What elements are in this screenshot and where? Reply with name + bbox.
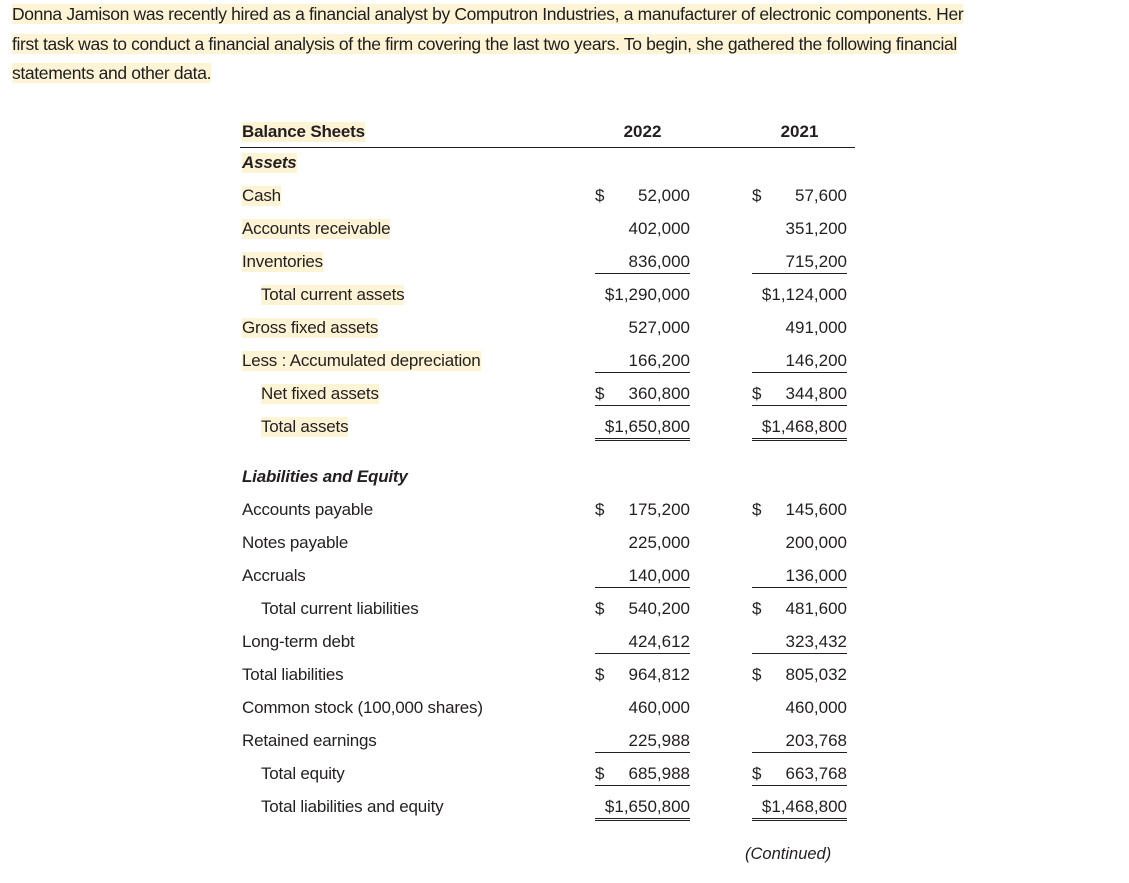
balance-sheet-table [240, 117, 860, 826]
row-label: Gross fixed assets [242, 318, 379, 337]
row-label: Total assets [261, 417, 349, 436]
value-2022: $ 52,000 [595, 186, 690, 205]
table-title: Balance Sheets [242, 122, 365, 141]
row-label: Total equity [261, 764, 345, 783]
value-2022: 460,000 [628, 698, 690, 717]
table-row [240, 661, 860, 694]
value-2022: 225,988 [595, 731, 690, 753]
row-label: Less : Accumulated depreciation [242, 351, 481, 370]
value-2022: 424,612 [595, 632, 690, 654]
value-2022: $ 175,200 [595, 500, 690, 519]
table-row [240, 347, 860, 380]
value-2022: $ 540,200 [595, 599, 690, 618]
row-label: Inventories [242, 252, 323, 271]
table-row [240, 215, 860, 248]
row-label: Accruals [242, 566, 306, 585]
table-row [240, 248, 860, 281]
column-header-2022: 2022 [623, 122, 662, 141]
table-row [240, 496, 860, 529]
value-2021: 460,000 [785, 698, 847, 717]
assets-heading-row [240, 149, 860, 182]
value-2021: $ 344,800 [752, 384, 847, 406]
intro-line-2: first task was to conduct a financial analysis of the firm covering the last two years. To begin, she gathered the following financial [12, 33, 957, 54]
row-label: Total current assets [261, 285, 405, 304]
value-2022: $1,650,800 [595, 797, 690, 821]
table-row [240, 380, 860, 413]
value-2022: 225,000 [628, 533, 690, 552]
intro-line-3: statements and other data. [12, 63, 212, 83]
value-2021: $1,468,800 [752, 797, 847, 821]
assets-heading: Assets [242, 153, 297, 172]
value-2022: 140,000 [595, 566, 690, 588]
header-rule [240, 147, 855, 148]
value-2022: 166,200 [595, 351, 690, 373]
value-2022: 836,000 [595, 252, 690, 274]
column-header-2021: 2021 [780, 122, 819, 141]
row-label: Total current liabilities [261, 599, 419, 618]
intro-line-1: Donna Jamison was recently hired as a financial analyst by Computron Industries, a manufacturer of electronic components. Her [12, 4, 964, 24]
value-2021: $ 663,768 [752, 764, 847, 786]
value-2022: $ 685,988 [595, 764, 690, 786]
value-2022: $ 360,800 [595, 384, 690, 406]
value-2022: 402,000 [628, 219, 690, 238]
value-2021: $ 805,032 [752, 665, 847, 684]
row-label: Accounts receivable [242, 219, 391, 238]
value-2021: 136,000 [752, 566, 847, 588]
table-row [240, 595, 860, 628]
table-row [240, 628, 860, 661]
liabilities-heading-row [240, 463, 860, 496]
table-header-row [240, 117, 860, 149]
intro-paragraph [12, 0, 1092, 89]
table-row [240, 793, 860, 826]
value-2021: 323,432 [752, 632, 847, 654]
section-spacer [240, 446, 860, 463]
value-2021: $ 57,600 [752, 186, 847, 205]
value-2021: 146,200 [752, 351, 847, 373]
table-row [240, 760, 860, 793]
value-2021: $1,468,800 [752, 417, 847, 441]
row-label: Long-term debt [242, 632, 355, 651]
value-2022: 527,000 [628, 318, 690, 337]
table-row [240, 529, 860, 562]
liabilities-heading: Liabilities and Equity [242, 467, 408, 486]
value-2021: 351,200 [785, 219, 847, 238]
value-2021: $ 145,600 [752, 500, 847, 519]
value-2021: 203,768 [752, 731, 847, 753]
value-2022: $ 964,812 [595, 665, 690, 684]
table-row [240, 727, 860, 760]
value-2021: $ 481,600 [752, 599, 847, 618]
value-2021: 715,200 [752, 252, 847, 274]
row-label: Retained earnings [242, 731, 377, 750]
row-label: Accounts payable [242, 500, 373, 519]
table-row [240, 182, 860, 215]
table-row [240, 314, 860, 347]
value-2021: $1,124,000 [761, 285, 847, 304]
value-2022: $1,650,800 [595, 417, 690, 441]
row-label: Total liabilities [242, 665, 344, 684]
row-label: Total liabilities and equity [261, 797, 444, 816]
continued-note: (Continued) [745, 845, 832, 863]
table-row [240, 562, 860, 595]
value-2021: 200,000 [785, 533, 847, 552]
table-row [240, 281, 860, 314]
value-2021: 491,000 [785, 318, 847, 337]
table-row [240, 694, 860, 727]
row-label: Cash [242, 186, 281, 205]
table-row [240, 413, 860, 446]
row-label: Net fixed assets [261, 384, 379, 403]
row-label: Common stock (100,000 shares) [242, 698, 483, 717]
row-label: Notes payable [242, 533, 349, 552]
value-2022: $1,290,000 [604, 285, 690, 304]
